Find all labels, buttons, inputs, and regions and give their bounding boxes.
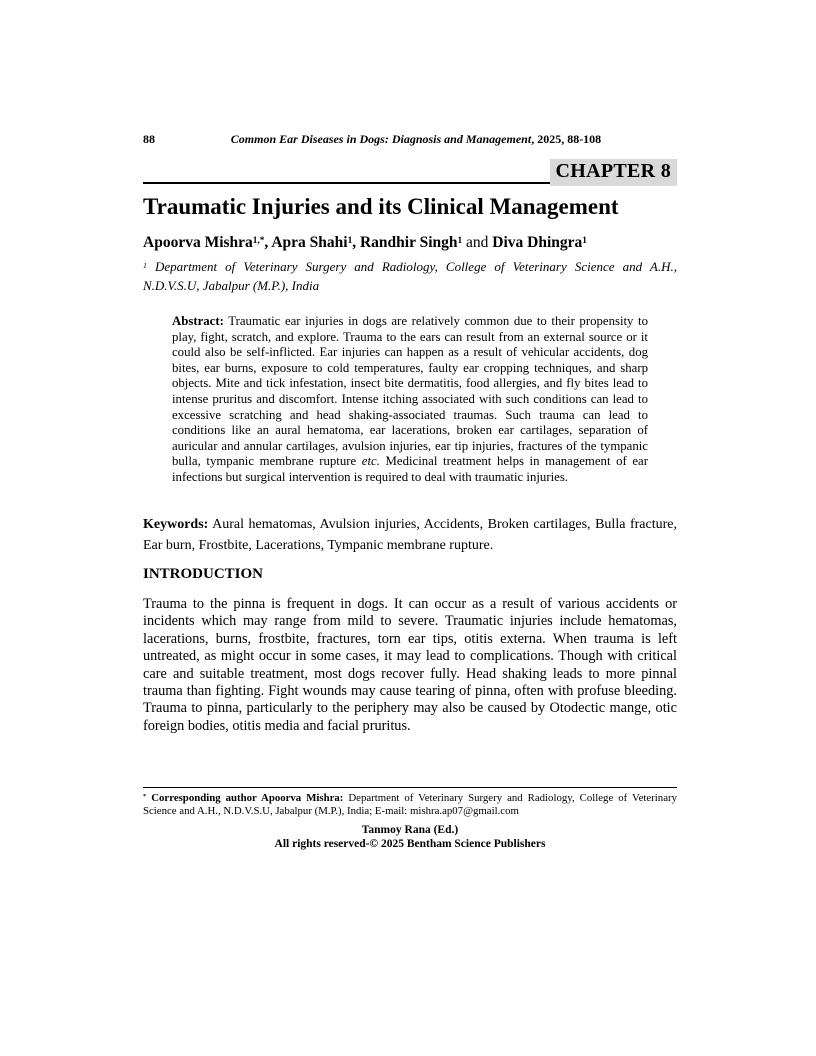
page-footer — [143, 824, 677, 851]
running-header — [143, 132, 677, 147]
running-title-suffix: , 2025, 88-108 — [531, 132, 602, 146]
footnote-text: Department of Veterinary Surgery and Radiology, College of Veterinary Science and A.H., N.D.V.S.U, Jabalpur (M.P.), India; E-mail: — [143, 792, 677, 817]
author-name: Randhir Singh — [359, 234, 458, 251]
author-name: Apoorva Mishra — [143, 234, 253, 251]
author-separator: and — [462, 234, 493, 251]
author-name: Apra Shahi — [271, 234, 348, 251]
running-title-text: Common Ear Diseases in Dogs: Diagnosis and Management — [230, 132, 532, 146]
running-title — [155, 132, 677, 147]
footnote — [143, 787, 677, 817]
author-superscript: 1 — [457, 235, 463, 246]
abstract-label: Abstract: — [172, 314, 224, 328]
author-superscript: 1 — [582, 235, 587, 246]
affiliation-superscript: 1 — [143, 260, 147, 270]
author-name: Diva Dhingra — [492, 234, 583, 251]
footnote-asterisk: * — [143, 793, 147, 801]
page-number: 88 — [143, 132, 155, 146]
abstract-etc-italic: etc. — [361, 454, 380, 469]
email-text: mishra.ap07@gmail.com — [410, 804, 519, 817]
author-separator: , — [352, 234, 360, 251]
author-superscript: 1,* — [252, 235, 265, 246]
page-content — [143, 0, 677, 1056]
affiliation — [143, 257, 677, 295]
chapter-rule — [143, 157, 677, 184]
keywords-label: Keywords: — [143, 517, 209, 532]
abstract-text: Traumatic ear injuries in dogs are relatively common due to their propensity to play, fight, scratch, and explore. Trauma to the ears can result from an external source or it could also be self-inflicted. Ear injuries can happen as a result of vehicular accidents, dog bites, ear burns, exposure to cold temperatures, faulty ear cropping techniques, and sharp objects. Mite and tick infestation, insect bite dermatitis, food allergies, and fly bites lead to intense pruritus and discomfort. Intense itching associated with such conditions can lead to excessive scratching and head shaking-associated traumas. Such trauma can lead to conditions like an aural hematoma, ear lacerations, broken ear cartilages, separation of auricular and annular cartilages, avulsion injuries, ear tip injuries, fractures of the tympanic bulla, tympanic membrane rupture — [172, 314, 648, 469]
author-line — [143, 234, 677, 252]
keywords — [143, 515, 677, 556]
footer-editor: Tanmoy Rana (Ed.) — [361, 824, 459, 836]
introduction-paragraph: Trauma to the pinna is frequent in dogs. It can occur as a result of various accidents or incidents which may range from mild to severe. Traumatic injuries include hematomas, lacerations, burns, frostbite, fractures, torn ear tips, otitis externa. When trauma is left untreated, as might occur in some cases, it may lead to complications. Though with critical care and suitable treatment, most dogs recover fully. Head shaking leads to more pinnal trauma than fighting. Fight wounds may cause tearing of pinna, often with profuse bleeding. Trauma to pinna, particularly to the periphery may also be caused by Otodectic mange, otic foreign bodies, otitis media and facial pruritus. — [143, 596, 677, 734]
footer-rights: All rights reserved-© 2025 Bentham Science Publishers — [274, 837, 546, 850]
corresponding-author-label: Corresponding author Apoorva Mishra: — [146, 792, 344, 804]
affiliation-text: Department of Veterinary Surgery and Radiology, College of Veterinary Science and A.H., N.D.V.S.U, Jabalpur (M.P.), India — [143, 259, 677, 293]
abstract — [172, 314, 648, 486]
author-superscript: 1 — [347, 235, 353, 246]
author-separator: , — [264, 234, 272, 251]
chapter-badge: CHAPTER 8 — [550, 159, 677, 186]
abstract-text-continued: Medicinal treatment helps in management of ear infections but surgical intervention is required to deal with traumatic injuries. — [172, 454, 648, 484]
article-title: Traumatic Injuries and its Clinical Management — [143, 194, 619, 219]
section-heading-introduction: INTRODUCTION — [143, 566, 264, 582]
keywords-text: Aural hematomas, Avulsion injuries, Accidents, Broken cartilages, Bulla fracture, Ear burn, Frostbite, Lacerations, Tympanic membrane rupture. — [143, 517, 677, 553]
